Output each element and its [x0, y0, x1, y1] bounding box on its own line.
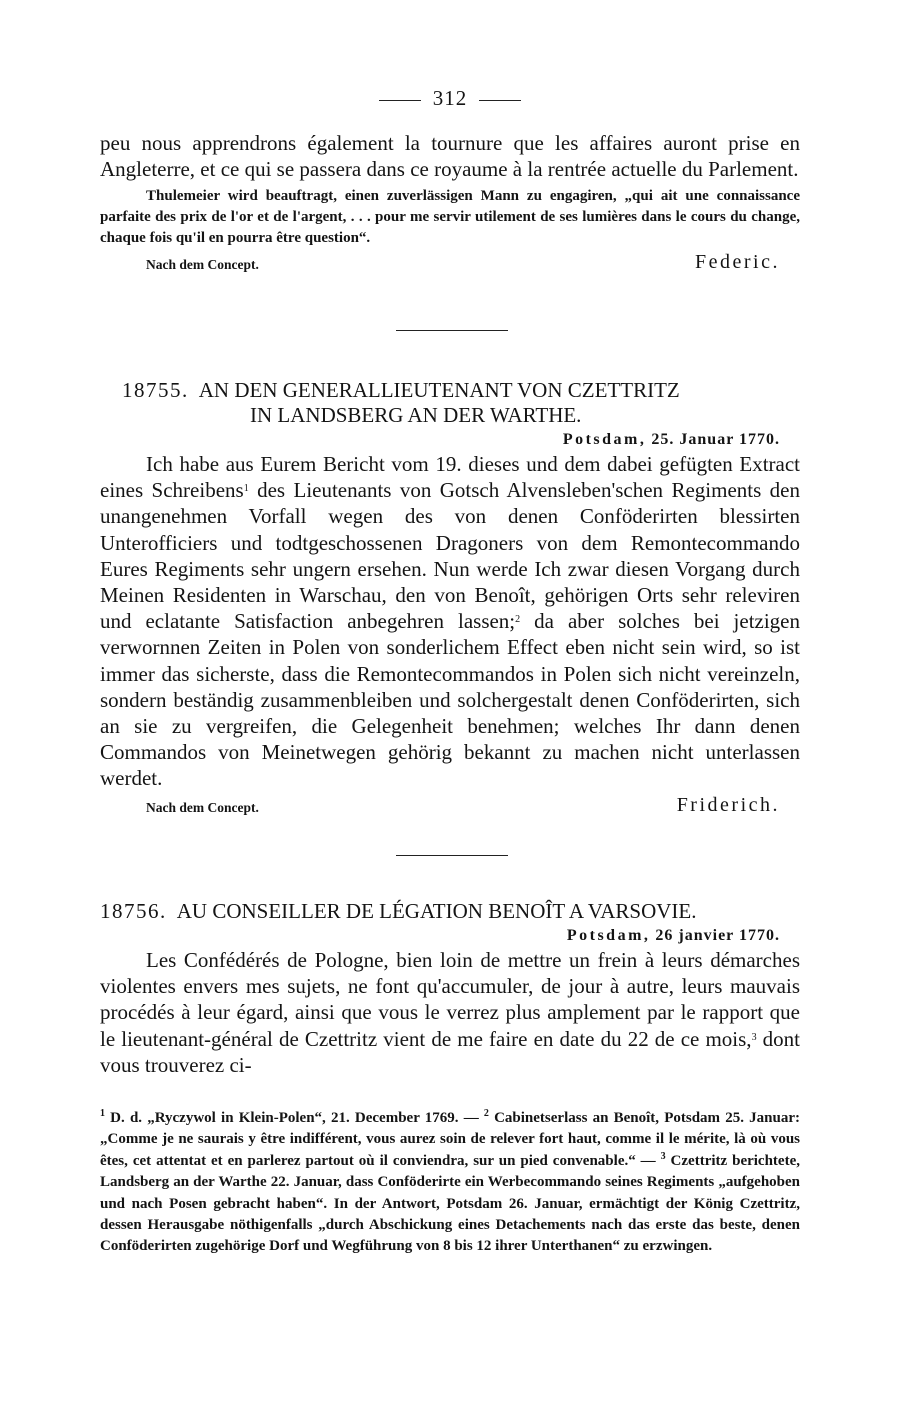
letter-number: 18755.	[122, 378, 189, 402]
heading-line-1: AN DEN GENERALLIEUTENANT VON CZETTRITZ	[198, 378, 680, 402]
source-note: Nach dem Concept.	[146, 799, 259, 815]
dateline-date: 26 janvier 1770.	[655, 927, 780, 944]
dateline-date: 25. Januar 1770.	[651, 431, 780, 448]
footnote-mark-1: 1	[100, 1108, 105, 1119]
section-divider	[396, 330, 508, 331]
footnote-3: Czettritz berichtete, Landsberg an der Warthe 22. Januar, dass Conföderirte ein Werbecommando seines Regiments „aufgehoben und nach Posen gebracht haben“. In der Antwort, Potsdam 26. Januar, ermächtigt der König Czettritz, dessen Herausgabe nöthigenfalls „durch Abschickung eines Detachements nach das erste das beste, denen Conföderirten zugehörige Dorf und Wegführung von 8 bis 12 ihrer Unterthanen“ zu erzwingen.	[100, 1152, 800, 1255]
letter-heading	[100, 899, 800, 924]
body-part-3: da aber solches bei jetzigen verwornnen Zeiten in Polen von sonderlichem Effect eben nicht sein wird, so ist immer das sicherste, dass die Remontecommandos in Polen sich nicht vereinzeln, sondern beständig zusammenbleiben und solchergestalt denen Conföderirten, sich an sie zu vergreifen, die Gelegenheit benehmen; welches Ihr dann denen Commandos von Meinetwegen gehörig bekannt zu machen nicht unterlassen werdet.	[100, 609, 801, 791]
footnote-2: Cabinetserlass an Benoît, Potsdam 25. Januar: „Comme je ne saurais y être indifférent, vous aurez soin de relever fort haut, comme il le mérite, là où vous êtes, cet attentat et en parlerez partout où il conviendra, sur un pied convenable.“ —	[100, 1110, 800, 1169]
footnote-mark-3: 3	[660, 1150, 666, 1162]
letter-number: 18756.	[100, 899, 167, 923]
letter-body	[100, 451, 800, 792]
page-number: 312	[432, 86, 468, 110]
body-part-1: Ich habe aus Eurem Bericht vom 19. dieses und dem dabei gefügten Extract eines Schreibens	[100, 452, 800, 503]
header-dash-right	[479, 100, 521, 101]
page-header	[0, 86, 900, 111]
footnote-ref-1: 1	[243, 483, 249, 495]
section-divider	[396, 855, 508, 856]
header-dash-left	[379, 100, 421, 101]
body-part-2: dont vous trouverez ci-	[100, 1026, 800, 1077]
footnotes-text	[100, 1108, 800, 1258]
continuation-paragraph: peu nous apprendrons également la tournure que les affaires auront prise en Angleterre, et ce qui se passera dans ce royaume à la rentrée actuelle du Parlement.	[100, 131, 800, 182]
body-part-2: des Lieutenants von Gotsch Alvensleben'schen Regiments den unangenehmen Vorfall wegen des von denen Conföderirten blessirten Unterofficiers und todtgeschossenen Dragoners von dem Remontecommando Eures Regiments sehr ungern ersehen. Nun werde Ich zwar diesen Vorgang durch Meinen Residenten in Warschau, den von Benoît, gehörigen Orts sehr releviren und eclatante Satisfaction anbegehren lassen;	[100, 478, 800, 634]
letter-18756	[100, 899, 800, 1078]
footnote-mark-2: 2	[483, 1108, 489, 1119]
letter-heading	[100, 378, 800, 403]
dateline-place: Potsdam,	[562, 431, 647, 448]
editorial-note: Thulemeier wird beauftragt, einen zuverlässigen Mann zu engagiren, „qui ait une connaissance parfaite des prix de l'or et de l'argent, . . . pour me servir utilement de ses lumières dans le cours du change, chaque fois qu'il en pourra être question“.	[100, 188, 800, 247]
signature: Federic.	[695, 251, 780, 274]
body-part-1: Les Confédérés de Pologne, bien loin de mettre un frein à leurs démarches violentes envers mes sujets, ne font qu'accumuler, de jour à autre, leurs mauvais procédés à leur égard, ainsi que vous le verrez plus amplement par le rapport que le lieutenant-général de Czettritz vient de me faire en date du 22 de ce mois,	[100, 948, 800, 1051]
letter-body	[100, 947, 800, 1078]
footnote-1: D. d. „Ryczywol in Klein-Polen“, 21. December 1769. —	[105, 1110, 484, 1126]
top-section	[100, 130, 800, 277]
footnote-ref-3: 3	[751, 1031, 757, 1043]
source-note: Nach dem Concept.	[146, 257, 259, 273]
source-signature-row	[100, 251, 800, 277]
heading-text: AU CONSEILLER DE LÉGATION BENOÎT A VARSOVIE.	[176, 899, 697, 923]
footnotes	[100, 1108, 800, 1258]
dateline	[100, 431, 780, 449]
footnote-ref-2: 2	[515, 614, 521, 626]
dateline-place: Potsdam,	[566, 927, 651, 944]
source-signature-row	[100, 794, 800, 820]
letter-18755	[100, 378, 800, 820]
signature: Friderich.	[676, 793, 780, 816]
dateline	[100, 927, 780, 945]
heading-line-2: IN LANDSBERG AN DER WARTHE.	[250, 403, 582, 427]
